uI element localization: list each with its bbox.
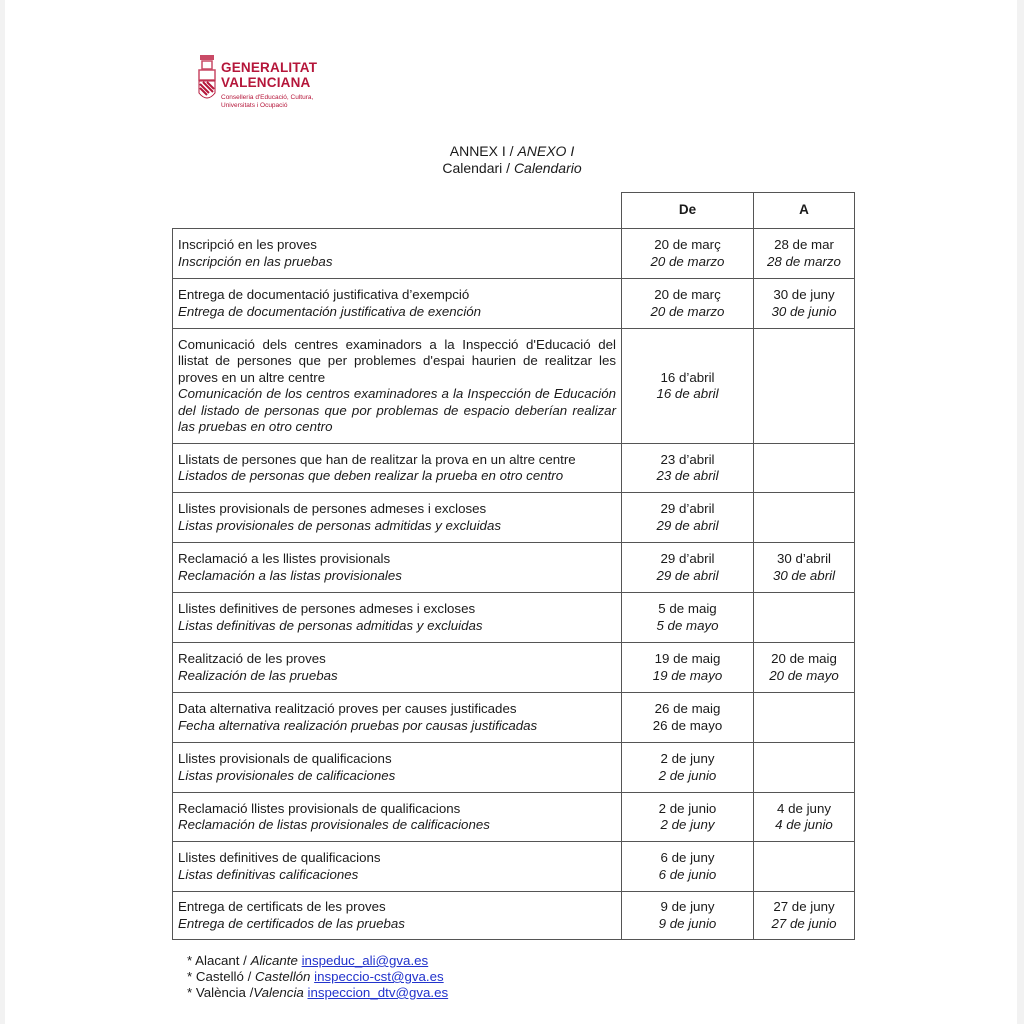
from-date-cell — [622, 543, 754, 593]
logo-name: GENERALITAT VALENCIANA — [221, 60, 318, 90]
activity-ca: Reclamació a les llistes provisionals — [178, 551, 391, 566]
activity-ca: Llistats de persones que han de realitzar la prova en un altre centre — [178, 451, 576, 467]
contact-line — [187, 985, 448, 1001]
activity-es: Comunicación de los centros examinadores a la Inspección de Educación del listado de personas que por problemas de espacio deberían realizar las pruebas en otro centro — [178, 386, 616, 434]
to-date-ca: 30 d’abril — [777, 551, 831, 566]
from-date-es: 2 de junio — [658, 767, 717, 783]
activity-cell — [173, 593, 622, 643]
activity-ca: Llistes provisionals de qualificacions — [178, 751, 392, 766]
province-ca: * Castelló / — [187, 969, 255, 984]
from-date-es: 6 de junio — [658, 866, 717, 882]
to-date-es: 28 de marzo — [767, 253, 841, 269]
to-date-ca: 4 de juny — [777, 800, 831, 816]
header-from: De — [622, 193, 754, 229]
to-date-ca: 27 de juny — [773, 899, 835, 914]
activity-ca: Inscripció en les proves — [178, 237, 317, 252]
to-date-es: 4 de junio — [775, 817, 833, 832]
activity-es: Entrega de certificados de las pruebas — [178, 915, 405, 931]
to-date-es: 27 de junio — [771, 915, 837, 931]
to-date-ca: 28 de mar — [774, 237, 834, 252]
from-date-ca: 16 d’abril — [660, 369, 715, 385]
activity-es: Inscripción en las pruebas — [178, 253, 333, 269]
from-date-ca: 29 d’abril — [660, 551, 715, 566]
from-date-es: 16 de abril — [656, 386, 719, 401]
to-date-cell — [754, 842, 855, 892]
activity-ca: Entrega de documentació justificativa d’exempció — [178, 287, 470, 302]
activity-es: Reclamación de listas provisionales de calificaciones — [178, 817, 490, 832]
activity-cell — [173, 329, 622, 444]
activity-ca: Realització de les proves — [178, 651, 326, 666]
activity-cell — [173, 643, 622, 693]
table-row — [173, 593, 855, 643]
to-date-cell — [754, 543, 855, 593]
table-row — [173, 329, 855, 444]
activity-ca: Data alternativa realització proves per causes justificades — [178, 701, 517, 716]
from-date-es: 5 de mayo — [656, 617, 719, 633]
to-date-ca: 20 de maig — [771, 651, 837, 666]
from-date-es: 26 de mayo — [652, 717, 723, 733]
from-date-ca: 2 de juny — [660, 751, 715, 766]
from-date-es: 2 de juny — [660, 817, 715, 832]
activity-cell — [173, 743, 622, 793]
activity-cell — [173, 693, 622, 743]
from-date-cell — [622, 743, 754, 793]
from-date-es: 19 de mayo — [652, 667, 723, 683]
from-date-cell — [622, 643, 754, 693]
to-date-cell — [754, 693, 855, 743]
from-date-cell — [622, 842, 754, 892]
from-date-ca: 23 d’abril — [660, 451, 715, 467]
to-date-cell — [754, 593, 855, 643]
table-row — [173, 444, 855, 493]
contact-footer — [187, 953, 448, 1001]
activity-ca: Reclamació llistes provisionals de qualificacions — [178, 800, 461, 816]
from-date-ca: 20 de març — [654, 287, 721, 302]
activity-ca: Llistes definitives de qualificacions — [178, 850, 381, 865]
from-date-es: 29 de abril — [656, 517, 719, 533]
to-date-es: 20 de mayo — [769, 667, 839, 683]
province-es: Castellón — [255, 969, 311, 984]
from-date-ca: 2 de junio — [658, 800, 717, 816]
generalitat-logo — [197, 53, 337, 113]
table-row — [173, 229, 855, 279]
activity-ca: Entrega de certificats de les proves — [178, 899, 386, 914]
table-row — [173, 493, 855, 543]
from-date-ca: 20 de març — [654, 237, 721, 252]
contact-email-link[interactable]: inspeccio-cst@gva.es — [314, 969, 444, 984]
from-date-ca: 29 d’abril — [660, 501, 715, 516]
header-to: A — [754, 193, 855, 229]
activity-es: Realización de las pruebas — [178, 667, 338, 683]
to-date-cell — [754, 493, 855, 543]
table-row — [173, 743, 855, 793]
to-date-cell — [754, 793, 855, 842]
activity-ca: Llistes definitives de persones admeses i excloses — [178, 601, 476, 616]
from-date-ca: 6 de juny — [660, 850, 715, 865]
to-date-cell — [754, 743, 855, 793]
contact-line — [187, 969, 448, 985]
contact-email-link[interactable]: inspeccion_dtv@gva.es — [307, 985, 449, 1000]
table-header-row — [173, 193, 855, 229]
logo-subtitle: Conselleria d'Educació, Cultura, Universitats i Ocupació — [221, 94, 314, 109]
activity-cell — [173, 543, 622, 593]
activity-es: Fecha alternativa realización pruebas por causas justificadas — [178, 717, 538, 733]
from-date-cell — [622, 279, 754, 329]
activity-cell — [173, 892, 622, 940]
activity-cell — [173, 793, 622, 842]
from-date-es: 29 de abril — [656, 567, 719, 583]
from-date-es: 9 de junio — [658, 915, 717, 931]
contact-line — [187, 953, 448, 969]
from-date-ca: 26 de maig — [654, 701, 721, 716]
annex-title: ANNEX I / ANEXO I — [449, 143, 575, 159]
table-row — [173, 693, 855, 743]
from-date-cell — [622, 329, 754, 444]
province-es: Alicante — [250, 953, 298, 968]
activity-cell — [173, 493, 622, 543]
from-date-cell — [622, 793, 754, 842]
from-date-ca: 5 de maig — [658, 601, 717, 616]
activity-es: Listas definitivas de personas admitidas y excluidas — [178, 617, 483, 633]
activity-es: Listas definitivas calificaciones — [178, 866, 359, 882]
activity-es: Listados de personas que deben realizar la prueba en otro centro — [178, 468, 564, 483]
table-row — [173, 279, 855, 329]
from-date-es: 20 de marzo — [650, 253, 725, 269]
province-es: Valencia — [253, 985, 304, 1000]
activity-cell — [173, 229, 622, 279]
province-ca: * València / — [187, 985, 254, 1000]
table-row — [173, 543, 855, 593]
to-date-cell — [754, 643, 855, 693]
activity-cell — [173, 842, 622, 892]
contact-email-link[interactable]: inspeduc_ali@gva.es — [301, 953, 429, 968]
table-row — [173, 643, 855, 693]
to-date-ca: 30 de juny — [773, 287, 835, 302]
from-date-cell — [622, 593, 754, 643]
to-date-es: 30 de abril — [772, 567, 836, 583]
table-row — [173, 793, 855, 842]
calendar-table — [172, 192, 855, 940]
table-row — [173, 892, 855, 940]
to-date-cell — [754, 892, 855, 940]
from-date-ca: 19 de maig — [654, 651, 721, 666]
from-date-cell — [622, 229, 754, 279]
activity-es: Entrega de documentación justificativa de exención — [178, 303, 482, 319]
activity-cell — [173, 444, 622, 493]
to-date-es: 30 de junio — [771, 303, 837, 319]
province-ca: * Alacant / — [187, 953, 251, 968]
activity-es: Listas provisionales de personas admitidas y excluidas — [178, 517, 501, 533]
table-row — [173, 842, 855, 892]
to-date-cell — [754, 444, 855, 493]
from-date-cell — [622, 493, 754, 543]
from-date-cell — [622, 892, 754, 940]
header-blank-cell — [173, 193, 622, 229]
activity-es: Listas provisionales de calificaciones — [178, 767, 396, 783]
to-date-cell — [754, 229, 855, 279]
from-date-es: 20 de marzo — [650, 303, 725, 319]
from-date-cell — [622, 693, 754, 743]
from-date-ca: 9 de juny — [660, 899, 715, 914]
activity-cell — [173, 279, 622, 329]
to-date-cell — [754, 329, 855, 444]
coat-of-arms-icon — [197, 53, 217, 103]
to-date-cell — [754, 279, 855, 329]
activity-es: Reclamación a las listas provisionales — [178, 567, 402, 583]
activity-ca: Comunicació dels centres examinadors a la Inspecció d'Educació del llistat de persones que per problemes d'espai haurien de realitzar les proves en un altre centre — [178, 336, 616, 385]
from-date-es: 23 de abril — [656, 468, 719, 483]
activity-ca: Llistes provisionals de persones admeses i excloses — [178, 501, 487, 516]
calendar-subtitle: Calendari / Calendario — [442, 160, 582, 176]
from-date-cell — [622, 444, 754, 493]
